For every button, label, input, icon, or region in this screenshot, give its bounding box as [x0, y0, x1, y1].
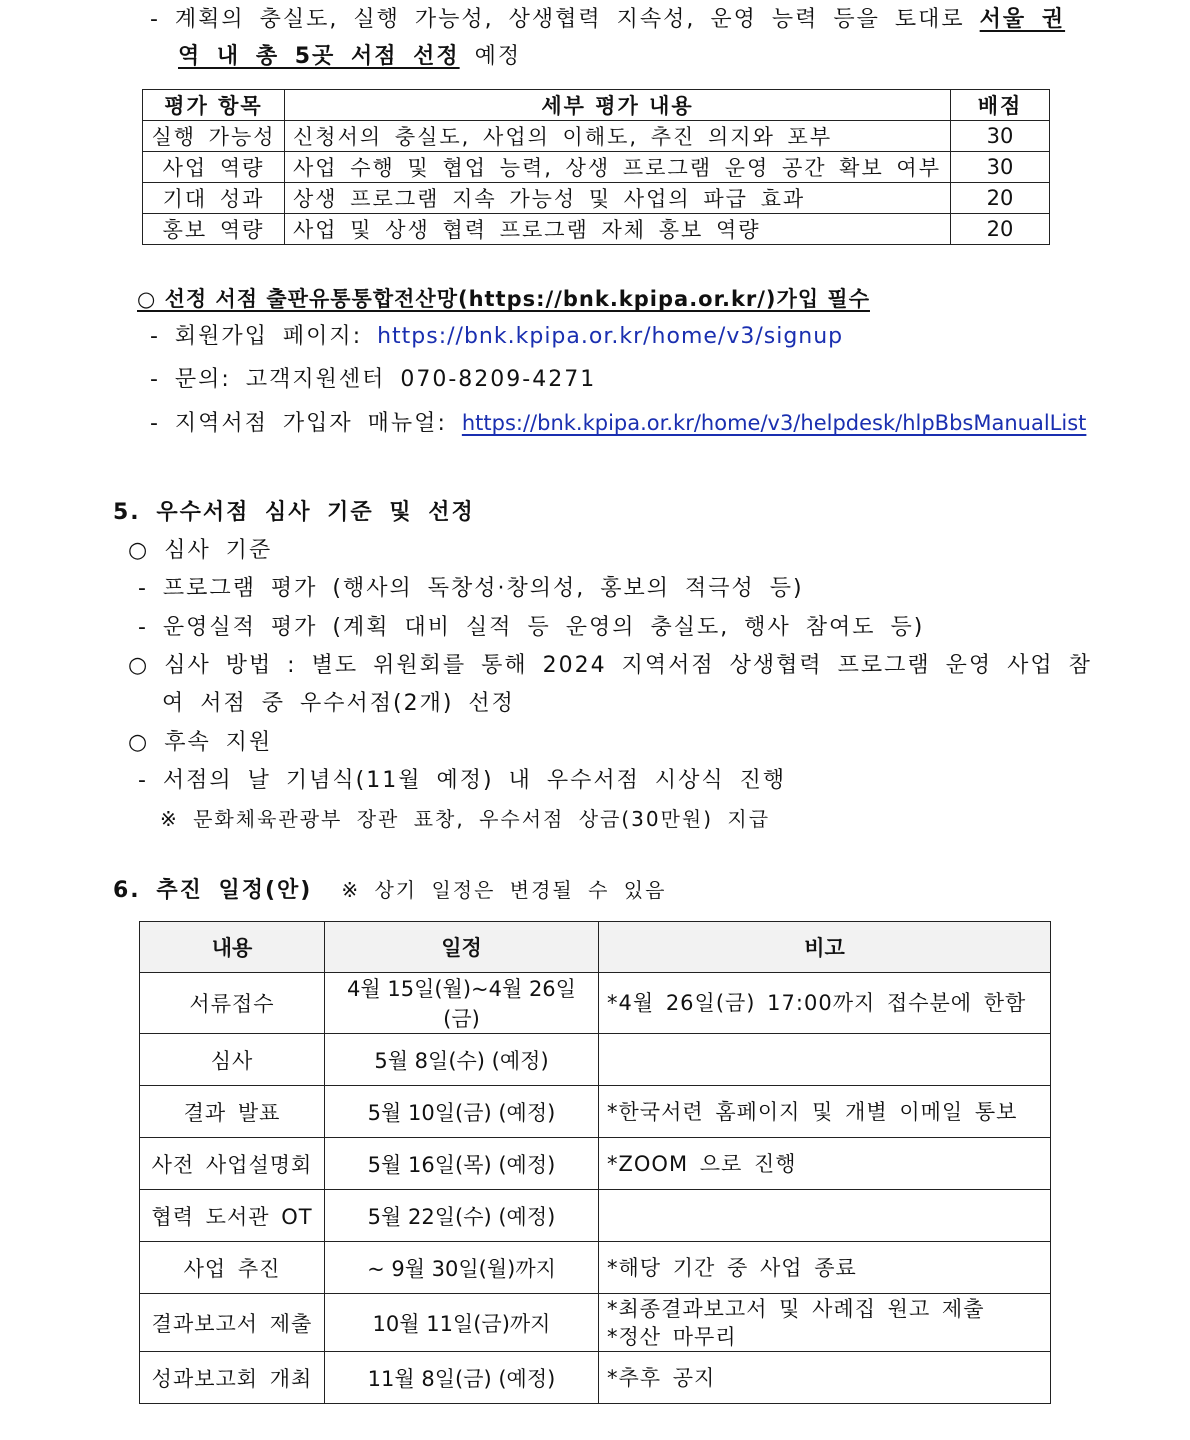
date-cell: 5월 8일(수) (예정) — [325, 1034, 599, 1086]
note-text: *해당 기간 중 사업 종료 — [607, 1255, 857, 1280]
date-cell: 5월 22일(수) (예정) — [325, 1190, 599, 1242]
note-text: *최종결과보고서 및 사례집 원고 제출 — [607, 1296, 985, 1321]
note-text: *ZOOM 으로 진행 — [607, 1151, 797, 1176]
section-6-note: ※ 상기 일정은 변경될 수 있음 — [341, 878, 667, 902]
content-cell: 협력 도서관 OT — [140, 1190, 325, 1242]
table-row — [143, 214, 1050, 245]
content-cell: 서류접수 — [140, 973, 325, 1034]
table-row — [140, 1242, 1051, 1294]
selection-criteria-emphasis: 서울 권 — [979, 7, 1066, 32]
method-line-1: ○ 심사 방법 : 별도 위원회를 통해 2024 지역서점 상생협력 프로그램 운영 사업 참 — [128, 653, 1092, 678]
note-text: *추후 공지 — [607, 1365, 716, 1390]
table-row — [140, 1086, 1051, 1138]
note-cell — [599, 1034, 1051, 1086]
section-6-header — [113, 875, 666, 906]
table-row — [140, 1138, 1051, 1190]
content-cell: 결과보고서 제출 — [140, 1294, 325, 1352]
followup-note: ※ 문화체육관광부 장관 표창, 우수서점 상금(30만원) 지급 — [160, 807, 771, 831]
date-cell: 11월 8일(금) (예정) — [325, 1352, 599, 1404]
table-row — [140, 1352, 1051, 1404]
signup-page-label: - 회원가입 페이지: — [150, 324, 363, 349]
note-cell — [599, 1242, 1051, 1294]
score-cell: 20 — [951, 183, 1050, 214]
followup-heading: ○ 후속 지원 — [128, 730, 273, 755]
evaluation-table-header — [143, 90, 1050, 121]
contact-line: - 문의: 고객지원센터 070-8209-4271 — [150, 367, 597, 392]
table-row — [140, 973, 1051, 1034]
table-row — [143, 183, 1050, 214]
criteria-item-2: - 운영실적 평가 (계획 대비 실적 등 운영의 충실도, 행사 참여도 등) — [138, 615, 925, 640]
detail-cell: 사업 및 상생 협력 프로그램 자체 홍보 역량 — [285, 214, 951, 245]
note-cell — [599, 1190, 1051, 1242]
note-cell — [599, 973, 1051, 1034]
evaluation-table — [142, 89, 1050, 245]
date-cell: ~ 9월 30일(월)까지 — [325, 1242, 599, 1294]
manual-label: - 지역서점 가입자 매뉴얼: — [150, 411, 447, 436]
category-cell: 실행 가능성 — [143, 121, 285, 152]
content-cell: 성과보고회 개최 — [140, 1352, 325, 1404]
header-category: 평가 항목 — [143, 90, 285, 121]
header-score: 배점 — [951, 90, 1050, 121]
note-cell — [599, 1294, 1051, 1352]
criteria-heading: ○ 심사 기준 — [128, 538, 273, 563]
score-cell: 20 — [951, 214, 1050, 245]
table-row — [140, 1190, 1051, 1242]
note-cell — [599, 1352, 1051, 1404]
detail-cell: 사업 수행 및 협업 능력, 상생 프로그램 운영 공간 확보 여부 — [285, 152, 951, 183]
date-cell: 5월 10일(금) (예정) — [325, 1086, 599, 1138]
selection-criteria-line-2 — [178, 42, 521, 72]
selection-criteria-line-1 — [150, 5, 1065, 35]
criteria-item-1: - 프로그램 평가 (행사의 독창성·창의성, 홍보의 적극성 등) — [138, 576, 804, 601]
detail-cell: 신청서의 충실도, 사업의 이해도, 추진 의지와 포부 — [285, 121, 951, 152]
date-cell: 4월 15일(월)~4월 26일(금) — [325, 973, 599, 1034]
detail-cell: 상생 프로그램 지속 가능성 및 사업의 파급 효과 — [285, 183, 951, 214]
schedule-table-header — [140, 922, 1051, 973]
header-date: 일정 — [325, 922, 599, 973]
selection-criteria-text: - 계획의 충실도, 실행 가능성, 상생협력 지속성, 운영 능력 등을 토대로 — [150, 7, 965, 32]
section-6-title: 6. 추진 일정(안) — [113, 878, 313, 903]
note-text: *정산 마무리 — [607, 1324, 737, 1349]
selection-criteria-emphasis-2: 역 내 총 5곳 서점 선정 — [178, 44, 460, 69]
score-cell: 30 — [951, 121, 1050, 152]
method-line-2: 여 서점 중 우수서점(2개) 선정 — [162, 691, 515, 716]
table-row — [143, 152, 1050, 183]
category-cell: 기대 성과 — [143, 183, 285, 214]
note-cell — [599, 1086, 1051, 1138]
table-row — [143, 121, 1050, 152]
note-text: *한국서련 홈페이지 및 개별 이메일 통보 — [607, 1099, 1018, 1124]
note-cell — [599, 1138, 1051, 1190]
note-text: *4월 26일(금) 17:00까지 접수분에 한함 — [607, 991, 1027, 1015]
header-content: 내용 — [140, 922, 325, 973]
bnk-signup-heading: ○ 선정 서점 출판유통통합전산망(https://bnk.kpipa.or.kr/)가입 필수 — [137, 287, 870, 311]
content-cell: 심사 — [140, 1034, 325, 1086]
followup-item-1: - 서점의 날 기념식(11월 예정) 내 우수서점 시상식 진행 — [138, 768, 787, 793]
selection-criteria-suffix: 예정 — [474, 44, 522, 69]
date-cell: 5월 16일(목) (예정) — [325, 1138, 599, 1190]
date-cell: 10월 11일(금)까지 — [325, 1294, 599, 1352]
content-cell: 사업 추진 — [140, 1242, 325, 1294]
header-detail: 세부 평가 내용 — [285, 90, 951, 121]
table-row — [140, 1034, 1051, 1086]
score-cell: 30 — [951, 152, 1050, 183]
schedule-table — [139, 921, 1051, 1404]
content-cell: 사전 사업설명회 — [140, 1138, 325, 1190]
section-5-title: 5. 우수서점 심사 기준 및 선정 — [113, 500, 475, 525]
category-cell: 홍보 역량 — [143, 214, 285, 245]
category-cell: 사업 역량 — [143, 152, 285, 183]
manual-line — [150, 408, 1086, 439]
table-row — [140, 1294, 1051, 1352]
manual-link[interactable]: https://bnk.kpipa.or.kr/home/v3/helpdesk/hlpBbsManualList — [461, 411, 1087, 435]
header-note: 비고 — [599, 922, 1051, 973]
content-cell: 결과 발표 — [140, 1086, 325, 1138]
signup-page-link[interactable]: https://bnk.kpipa.or.kr/home/v3/signup — [377, 324, 844, 349]
signup-page-line — [150, 322, 843, 352]
